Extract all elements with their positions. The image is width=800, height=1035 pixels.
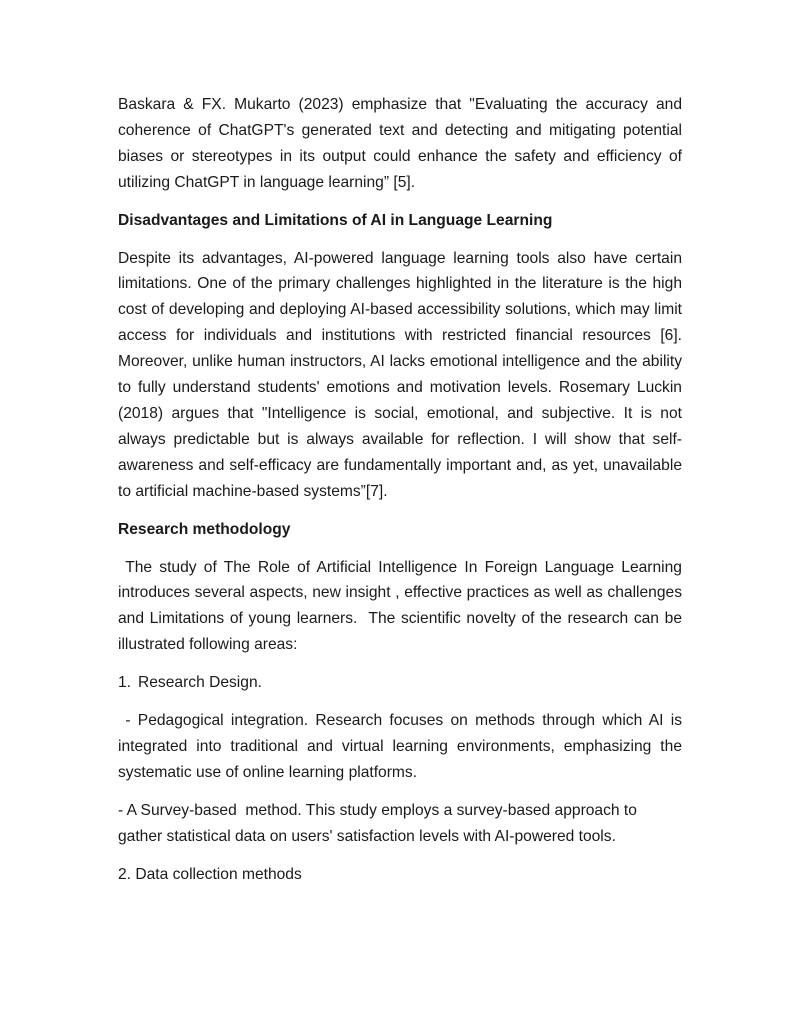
paragraph-data-collection: 2. Data collection methods <box>118 865 302 883</box>
paragraph-survey-method: - A Survey-based method. This study employs a survey-based approach to gather statistical data on users' satisfaction levels with AI-powered tools. <box>118 801 642 845</box>
document-page <box>118 92 687 899</box>
heading-disadvantages: Disadvantages and Limitations of AI in Language Learning <box>118 211 553 229</box>
list-item-text: Research Design. <box>138 674 262 692</box>
paragraph-chatgpt-evaluation: Baskara & FX. Mukarto (2023) emphasize that "Evaluating the accuracy and coherence of ChatGPT's generated text and detecting and mitigating potential biases or stereotypes in its output could enhance the safety and efficiency of utilizing ChatGPT in language learning” [5]. <box>118 96 682 191</box>
paragraph-pedagogical-integration: - Pedagogical integration. Research focuses on methods through which AI is integrated into traditional and virtual learning environments, emphasizing the systematic use of online learning platforms. <box>118 712 687 781</box>
list-number: 1. <box>118 674 132 692</box>
paragraph-limitations: Despite its advantages, AI-powered language learning tools also have certain limitations. One of the primary challenges highlighted in the literature is the high cost of developing and deploying AI-based accessibility solutions, which may limit access for individuals and institutions with restricted financial resources [6]. Moreover, unlike human instructors, AI lacks emotional intelligence and the ability to fully understand students' emotions and motivation levels. Rosemary Luckin (2018) argues that "Intelligence is social, emotional, and subjective. It is not always predictable but is always available for reflection. I will show that self-awareness and self-efficacy are fundamentally important and, as yet, unavailable to artificial machine-based systems”[7]. <box>118 249 682 500</box>
heading-research-methodology: Research methodology <box>118 520 291 538</box>
list-item-research-design <box>118 670 682 696</box>
paragraph-study-intro: The study of The Role of Artificial Intelligence In Foreign Language Learning introduces several aspects, new insight , effective practices as well as challenges and Limitations of young learners. The scientific novelty of the research can be illustrated following areas: <box>118 558 687 654</box>
